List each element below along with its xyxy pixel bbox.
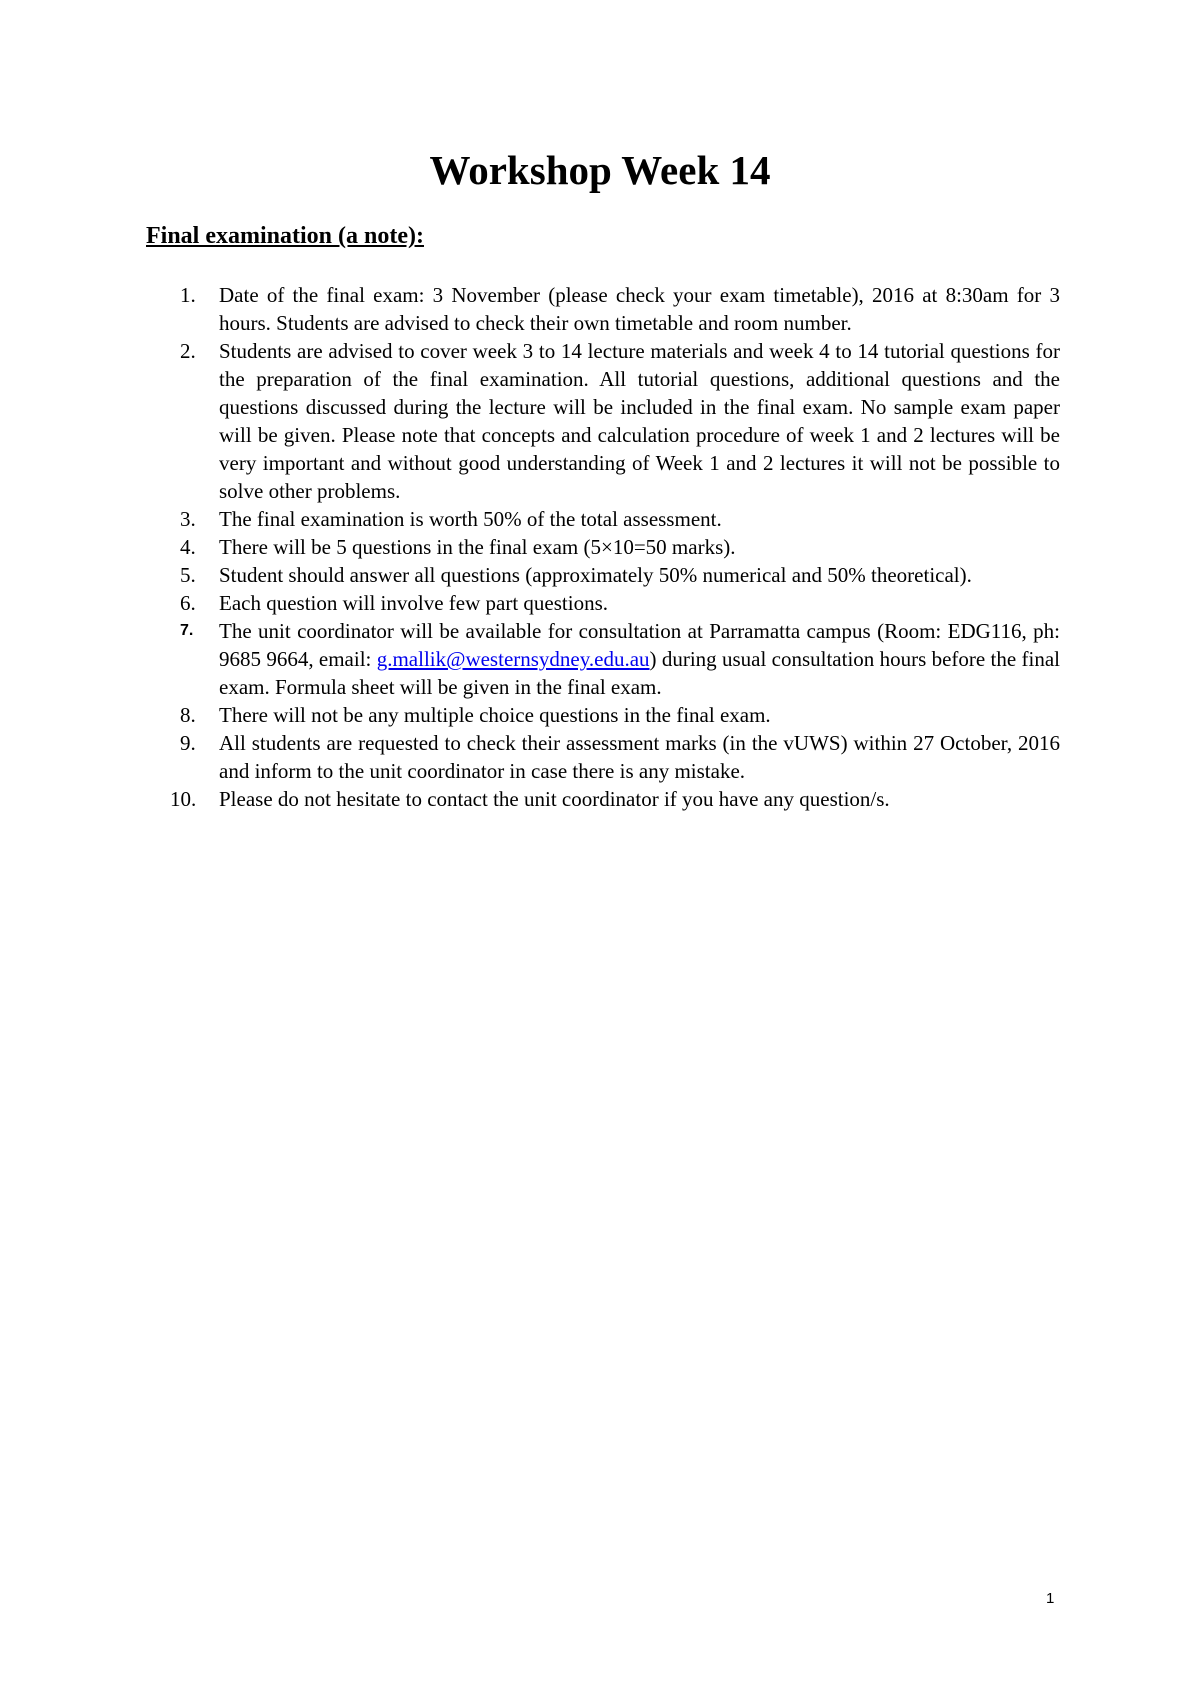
list-item-number: 2.: [180, 339, 196, 363]
page-number: 1: [1046, 1590, 1055, 1607]
list-item: [0, 337, 1060, 505]
list-item: [0, 729, 1060, 785]
list-item-number: 3.: [180, 507, 196, 531]
list-item-text: Date of the final exam: 3 November (please check your exam timetable), 2016 at 8:30am for 3 hours. Students are advised to check their own timetable and room number.: [219, 283, 1060, 335]
list-item: [0, 533, 1060, 561]
list-item-number: 5.: [180, 563, 196, 587]
list-item: [0, 701, 1060, 729]
list-item-text: There will not be any multiple choice questions in the final exam.: [219, 703, 771, 727]
list-item-text: The final examination is worth 50% of the total assessment.: [219, 507, 722, 531]
list-item: [0, 281, 1060, 337]
section-heading: Final examination (a note):: [146, 223, 424, 249]
list-item-text: Students are advised to cover week 3 to 14 lecture materials and week 4 to 14 tutorial questions for the preparation of the final examination. All tutorial questions, additional questions and the questions discussed during the lecture will be included in the final exam. No sample exam paper will be given. Please note that concepts and calculation procedure of week 1 and 2 lectures will be very important and without good understanding of Week 1 and 2 lectures it will not be possible to solve other problems.: [219, 339, 1060, 503]
exam-notes-list: [0, 281, 1200, 813]
list-item: [0, 617, 1060, 701]
list-item: [0, 505, 1060, 533]
list-item-text: Each question will involve few part questions.: [219, 591, 609, 615]
list-item-text: [219, 619, 1060, 699]
list-item: [0, 589, 1060, 617]
list-item-text: There will be 5 questions in the final exam (5×10=50 marks).: [219, 535, 736, 559]
coordinator-email-link[interactable]: g.mallik@westernsydney.edu.au: [376, 647, 650, 671]
list-item-number: 7.: [180, 622, 194, 639]
list-item-number: 10.: [170, 787, 197, 811]
list-item-text-after-email: ) during usual consultation hours before the final exam. Formula sheet will be given in the final exam.: [219, 647, 1061, 699]
list-item-number: 9.: [180, 731, 196, 755]
list-item-text: Please do not hesitate to contact the unit coordinator if you have any question/s.: [219, 787, 890, 811]
list-item-number: 6.: [180, 591, 196, 615]
list-item-text: All students are requested to check their assessment marks (in the vUWS) within 27 October, 2016 and inform to the unit coordinator in case there is any mistake.: [219, 731, 1060, 783]
list-item-number: 8.: [180, 703, 196, 727]
list-item-number: 1.: [180, 283, 196, 307]
list-item: [0, 785, 1060, 813]
list-item-number: 4.: [180, 535, 196, 559]
list-item-text-before-email: The unit coordinator will be available for consultation at Parramatta campus (Room: EDG116, ph: 9685 9664, email:: [219, 619, 1060, 671]
list-item-text: Student should answer all questions (approximately 50% numerical and 50% theoretical).: [219, 563, 972, 587]
list-item: [0, 561, 1060, 589]
page-title: Workshop Week 14: [429, 147, 771, 193]
